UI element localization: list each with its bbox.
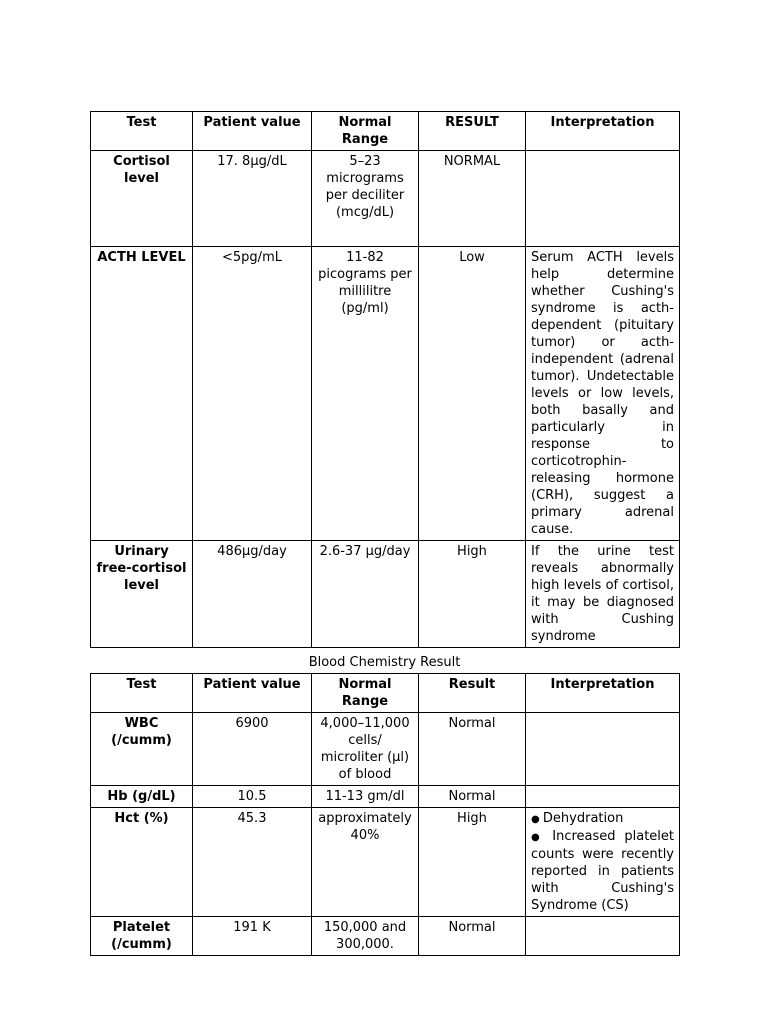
table-row (91, 247, 680, 541)
test-name: Urinary free-cortisol level (91, 541, 193, 648)
interpretation (526, 917, 680, 956)
hormone-test-table (90, 111, 680, 648)
result: Normal (419, 917, 526, 956)
table-row (91, 917, 680, 956)
normal-range: 4,000–11,000 cells/ microliter (µl) of blood (312, 713, 419, 786)
patient-value: 45.3 (193, 808, 312, 917)
interpretation (526, 151, 680, 247)
patient-value: <5pg/mL (193, 247, 312, 541)
header-interpretation: Interpretation (526, 674, 680, 713)
header-normal-range: Normal Range (312, 112, 419, 151)
interpretation (526, 786, 680, 808)
blood-chemistry-title: Blood Chemistry Result (308, 655, 461, 670)
interpretation: If the urine test reveals abnormally high levels of cortisol, it may be diagnosed with Cushing syndrome (526, 541, 680, 648)
header-patient-value: Patient value (193, 112, 312, 151)
normal-range: approximately 40% (312, 808, 419, 917)
interpretation: Serum ACTH levels help determine whether Cushing's syndrome is acth-dependent (pituitary tumor) or acth-independent (adrenal tumor). Undetectable levels or low levels, both basally and particularly in response to corticotrophin-releasing hormone (CRH), suggest a primary adrenal cause. (526, 247, 680, 541)
test-name: Hct (%) (91, 808, 193, 917)
test-name: Platelet (/cumm) (91, 917, 193, 956)
normal-range: 11-13 gm/dl (312, 786, 419, 808)
normal-range: 2.6-37 µg/day (312, 541, 419, 648)
result: High (419, 808, 526, 917)
patient-value: 486µg/day (193, 541, 312, 648)
blood-chemistry-table (90, 673, 680, 956)
header-test: Test (91, 112, 193, 151)
result: Normal (419, 713, 526, 786)
test-name: WBC (/cumm) (91, 713, 193, 786)
patient-value: 17. 8µg/dL (193, 151, 312, 247)
result: High (419, 541, 526, 648)
test-name: ACTH LEVEL (91, 247, 193, 541)
table-header-row (91, 674, 680, 713)
header-normal-range: Normal Range (312, 674, 419, 713)
normal-range: 150,000 and 300,000. (312, 917, 419, 956)
header-patient-value: Patient value (193, 674, 312, 713)
header-test: Test (91, 674, 193, 713)
header-interpretation: Interpretation (526, 112, 680, 151)
table-header-row (91, 112, 680, 151)
interpretation-bullet: ● Increased platelet counts were recently reported in patients with Cushing's Syndrome (CS) (531, 828, 674, 914)
interpretation (526, 808, 680, 917)
normal-range: 11-82 picograms per millilitre (pg/ml) (312, 247, 419, 541)
result: Low (419, 247, 526, 541)
table-row (91, 713, 680, 786)
test-name: Cortisol level (91, 151, 193, 247)
header-result: RESULT (419, 112, 526, 151)
table-row (91, 151, 680, 247)
result: NORMAL (419, 151, 526, 247)
result: Normal (419, 786, 526, 808)
table-row (91, 786, 680, 808)
normal-range: 5–23 micrograms per deciliter (mcg/dL) (312, 151, 419, 247)
header-result: Result (419, 674, 526, 713)
interpretation-bullet: ● Dehydration (531, 810, 674, 828)
table-row (91, 808, 680, 917)
interpretation (526, 713, 680, 786)
patient-value: 191 K (193, 917, 312, 956)
table-row (91, 541, 680, 648)
patient-value: 10.5 (193, 786, 312, 808)
test-name: Hb (g/dL) (91, 786, 193, 808)
patient-value: 6900 (193, 713, 312, 786)
